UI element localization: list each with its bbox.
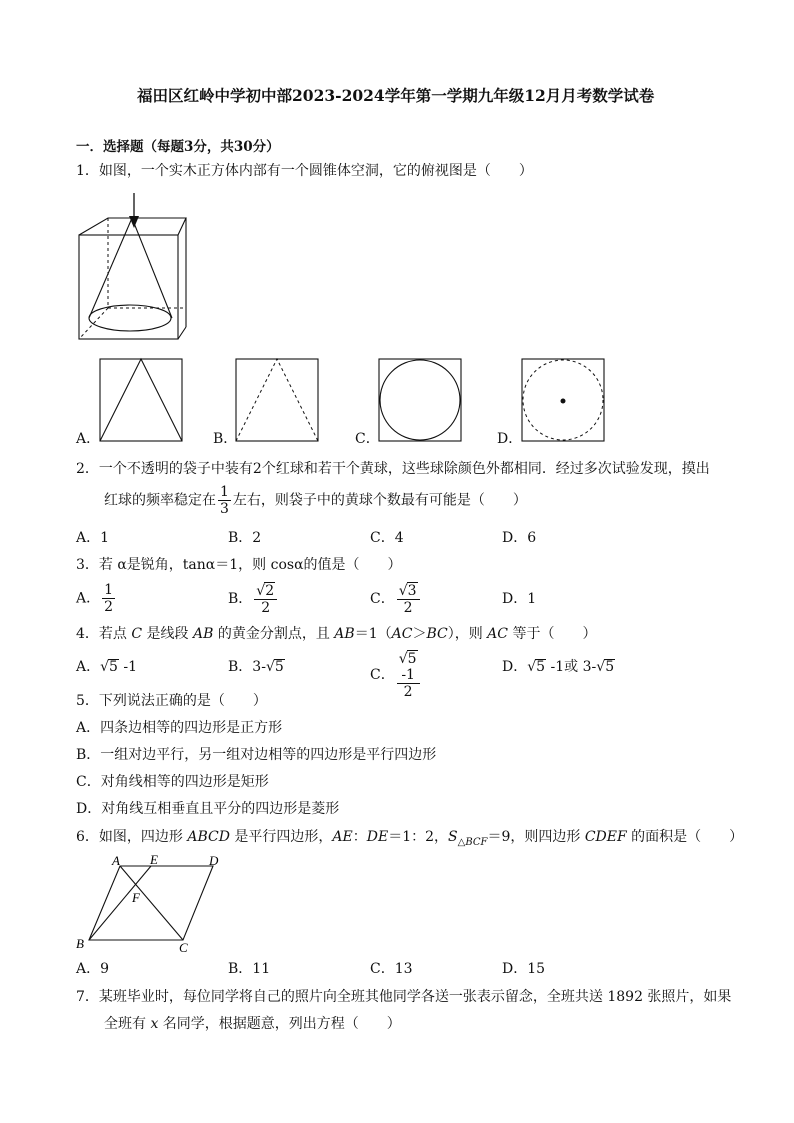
fraction-one-third: $\frac{1}{3}$ <box>220 484 229 517</box>
q6-parallelogram-figure <box>72 852 232 955</box>
label-a: A <box>112 853 120 868</box>
q1-cube-figure <box>72 190 192 340</box>
label-c: C <box>179 940 188 955</box>
q2-stem-line2: 红球的频率稳定在 $\frac{1}{3}$ 左右，则袋子中的黄球个数最有可能是（ ） <box>104 484 527 517</box>
q1-option-b-figure[interactable] <box>235 358 319 442</box>
q4-stem: 4．若点 C 是线段 AB 的黄金分割点，且 AB＝1（AC＞BC），则 AC 等于（ ） <box>76 626 597 642</box>
q1-option-a-figure[interactable] <box>99 358 183 442</box>
q6-option-d[interactable]: D．15 <box>502 961 546 977</box>
q1-option-d-figure[interactable] <box>521 358 605 442</box>
q2-option-b[interactable]: B．2 <box>228 530 262 546</box>
q2-option-a[interactable]: A．1 <box>76 530 110 546</box>
q5-option-d[interactable]: D．对角线互相垂直且平分的四边形是菱形 <box>76 801 340 817</box>
q5-option-a[interactable]: A．四条边相等的四边形是正方形 <box>76 720 283 736</box>
label-b: B <box>76 936 84 951</box>
q6-stem: 6．如图，四边形 ABCD 是平行四边形，AE：DE＝1：2，$S_{\triangle BCF}=9$，则四边形 CDEF 的面积是（ ） <box>76 829 744 848</box>
q3-option-d[interactable]: D．1 <box>502 591 537 607</box>
q5-option-c[interactable]: C．对角线相等的四边形是矩形 <box>76 774 269 790</box>
q3-option-a[interactable]: A． $\frac{1}{2}$ <box>76 582 114 615</box>
q5-stem: 5．下列说法正确的是（ ） <box>76 693 267 709</box>
q1-option-c-label[interactable]: C． <box>355 431 380 447</box>
q2-stem-line1: 2．一个不透明的袋子中装有2个红球和若干个黄球，这些球除颜色外都相同．经过多次试验发现，摸出 <box>76 461 710 477</box>
q1-option-b-label[interactable]: B． <box>213 431 238 447</box>
q3-option-b[interactable]: B． $\frac{√2}{2}$ <box>228 582 279 616</box>
q6-option-c[interactable]: C．13 <box>370 961 413 977</box>
q7-stem-line2: 全班有 x 名同学，根据题意，列出方程（ ） <box>104 1016 401 1032</box>
q4-option-a[interactable]: A．√5 -1 <box>76 659 138 675</box>
q4-option-c[interactable]: C． √5 -1 2 <box>370 650 422 700</box>
q4-option-b[interactable]: B．3-√5 <box>228 659 284 675</box>
q6-option-b[interactable]: B．11 <box>228 961 271 977</box>
q1-option-d-label[interactable]: D． <box>497 431 523 447</box>
q2-option-c[interactable]: C．4 <box>370 530 404 546</box>
q4-option-d[interactable]: D．√5 -1或 3-√5 <box>502 659 615 675</box>
label-e: E <box>150 852 158 867</box>
q5-option-b[interactable]: B．一组对边平行，另一组对边相等的四边形是平行四边形 <box>76 747 437 763</box>
q3-stem: 3．若 α是锐角，tanα＝1，则 cosα的值是（ ） <box>76 557 402 573</box>
section-heading: 一．选择题（每题3分，共30分） <box>76 139 280 155</box>
label-d: D <box>209 853 219 868</box>
q6-option-a[interactable]: A．9 <box>76 961 110 977</box>
q3-option-c[interactable]: C． $\frac{√3}{2}$ <box>370 582 422 616</box>
q7-stem-line1: 7．某班毕业时，每位同学将自己的照片向全班其他同学各送一张表示留念，全班共送 1892 张照片，如果 <box>76 989 732 1005</box>
q1-stem: 1．如图，一个实木正方体内部有一个圆锥体空洞，它的俯视图是（ ） <box>76 163 533 179</box>
q1-option-a-label[interactable]: A． <box>76 431 101 447</box>
q1-option-c-figure[interactable] <box>378 358 462 442</box>
q2-option-d[interactable]: D．6 <box>502 530 537 546</box>
exam-title: 福田区红岭中学初中部2023-2024学年第一学期九年级12月月考数学试卷 <box>137 86 655 105</box>
label-f: F <box>132 890 140 905</box>
